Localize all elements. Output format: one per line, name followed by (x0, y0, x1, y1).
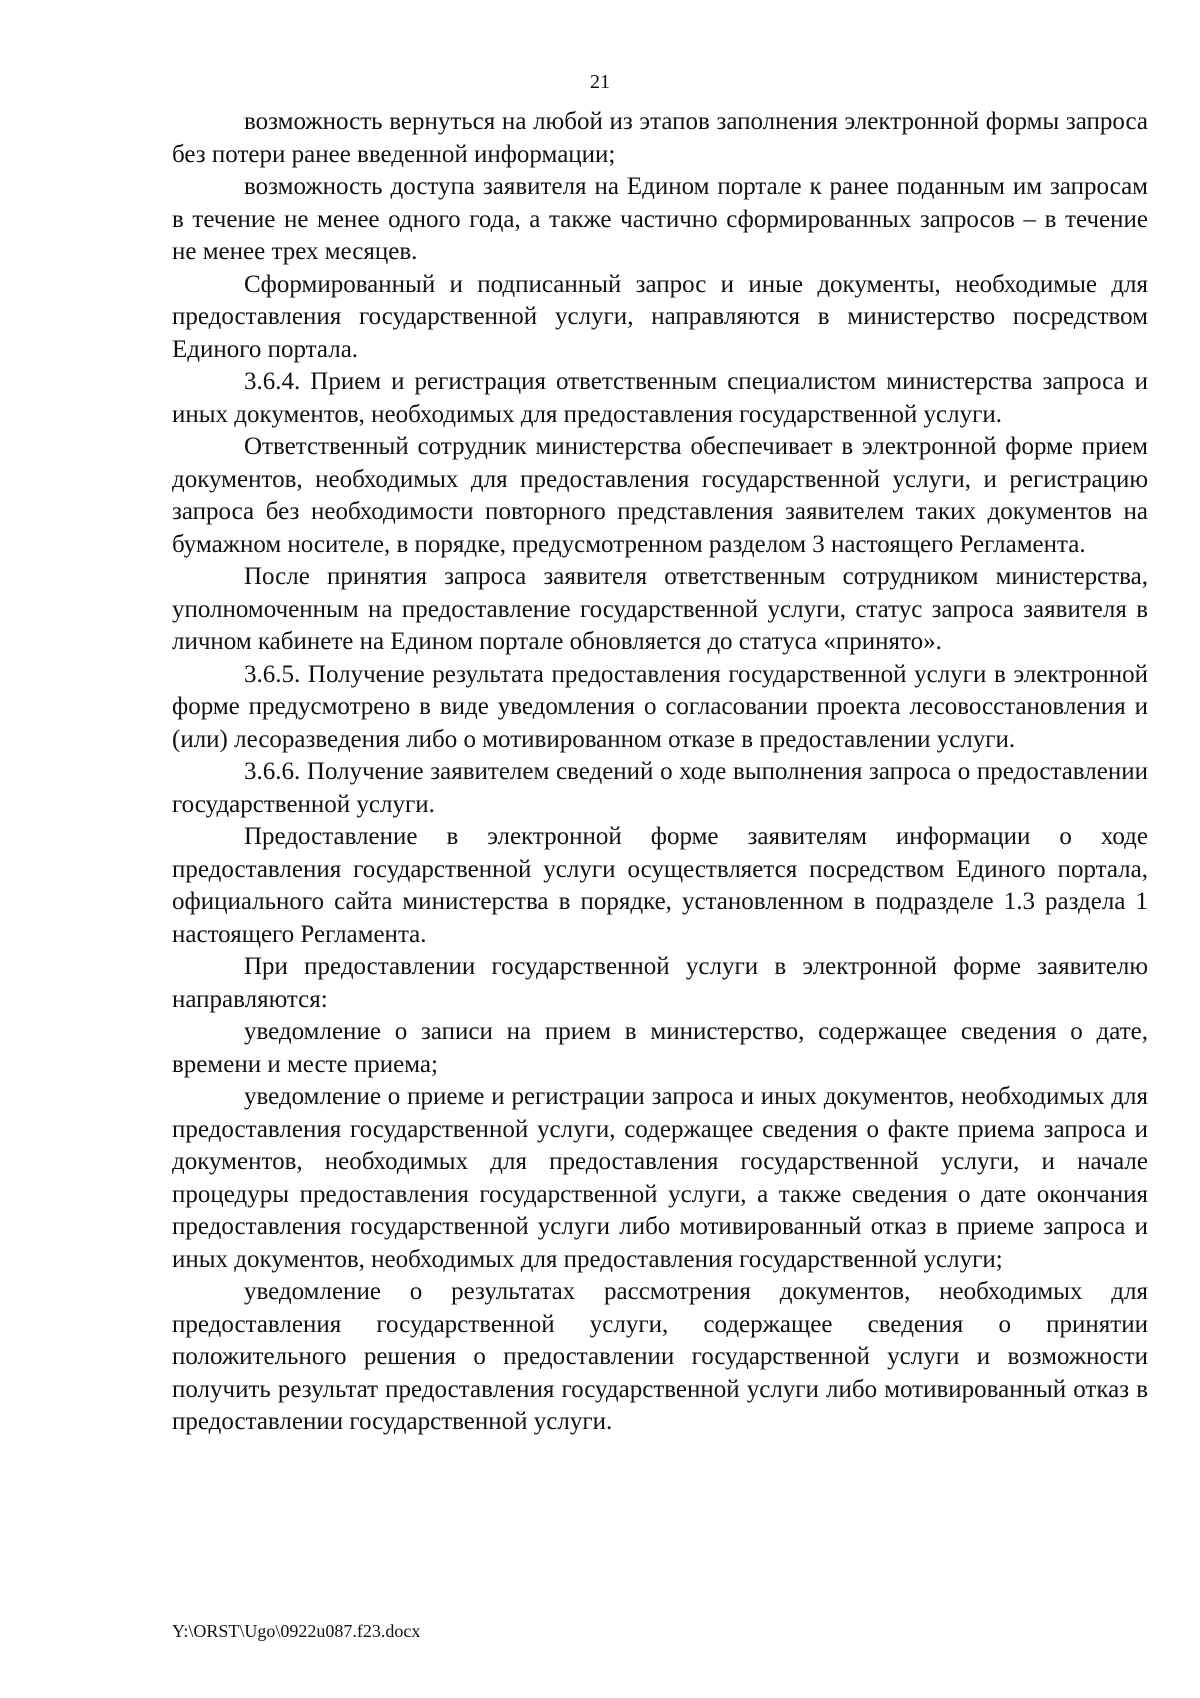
paragraph: возможность доступа заявителя на Едином портале к ранее поданным им запросам в течение не менее одного года, а также частично сформированных запросов – в течение не менее трех месяцев. (172, 173, 1148, 265)
paragraph: Сформированный и подписанный запрос и иные документы, необходимые для предоставления государственной услуги, направляются в министерство посредством Единого портала. (172, 270, 1148, 363)
document-body (172, 106, 1148, 1439)
paragraph: При предоставлении государственной услуги в электронной форме заявителю направляются: (172, 953, 1148, 1013)
paragraph: 3.6.6. Получение заявителем сведений о ходе выполнения запроса о предоставлении государственной услуги. (172, 758, 1148, 818)
paragraph: Ответственный сотрудник министерства обеспечивает в электронной форме прием документов, необходимых для предоставления государственной услуги, и регистрацию запроса без необходимости повторного представления заявителем таких документов на бумажном носителе, в порядке, предусмотренном разделом 3 настоящего Регламента. (172, 433, 1148, 558)
paragraph: уведомление о результатах рассмотрения документов, необходимых для предоставления государственной услуги, содержащее сведения о принятии положительного решения о предоставлении государственной услуги и возможности получить результат предоставления государственной услуги либо мотивированный отказ в предоставлении государственной услуги. (172, 1278, 1148, 1435)
paragraph: уведомление о записи на прием в министерство, содержащее сведения о дате, времени и месте приема; (172, 1018, 1148, 1078)
paragraph: 3.6.4. Прием и регистрация ответственным специалистом министерства запроса и иных документов, необходимых для предоставления государственной услуги. (172, 368, 1148, 428)
footer-file-path: Y:\ORST\Ugo\0922u087.f23.docx (172, 1621, 421, 1641)
page-number: 21 (590, 71, 610, 93)
paragraph: возможность вернуться на любой из этапов заполнения электронной формы запроса без потери ранее введенной информации; (172, 108, 1148, 168)
paragraph: После принятия запроса заявителя ответственным сотрудником министерства, уполномоченным на предоставление государственной услуги, статус запроса заявителя в личном кабинете на Едином портале обновляется до статуса «принято». (172, 563, 1148, 655)
paragraph: Предоставление в электронной форме заявителям информации о ходе предоставления государственной услуги осуществляется посредством Единого портала, официального сайта министерства в порядке, установленном в подразделе 1.3 раздела 1 настоящего Регламента. (172, 823, 1148, 948)
paragraph: 3.6.5. Получение результата предоставления государственной услуги в электронной форме предусмотрено в виде уведомления о согласовании проекта лесовосстановления и (или) лесоразведения либо о мотивированном отказе в предоставлении услуги. (172, 660, 1148, 753)
paragraph: уведомление о приеме и регистрации запроса и иных документов, необходимых для предоставления государственной услуги, содержащее сведения о факте приема запроса и документов, необходимых для предоставления государственной услуги, и начале процедуры предоставления государственной услуги, а также сведения о дате окончания предоставления государственной услуги либо мотивированный отказ в приеме запроса и иных документов, необходимых для предоставления государственной услуги; (172, 1083, 1148, 1273)
